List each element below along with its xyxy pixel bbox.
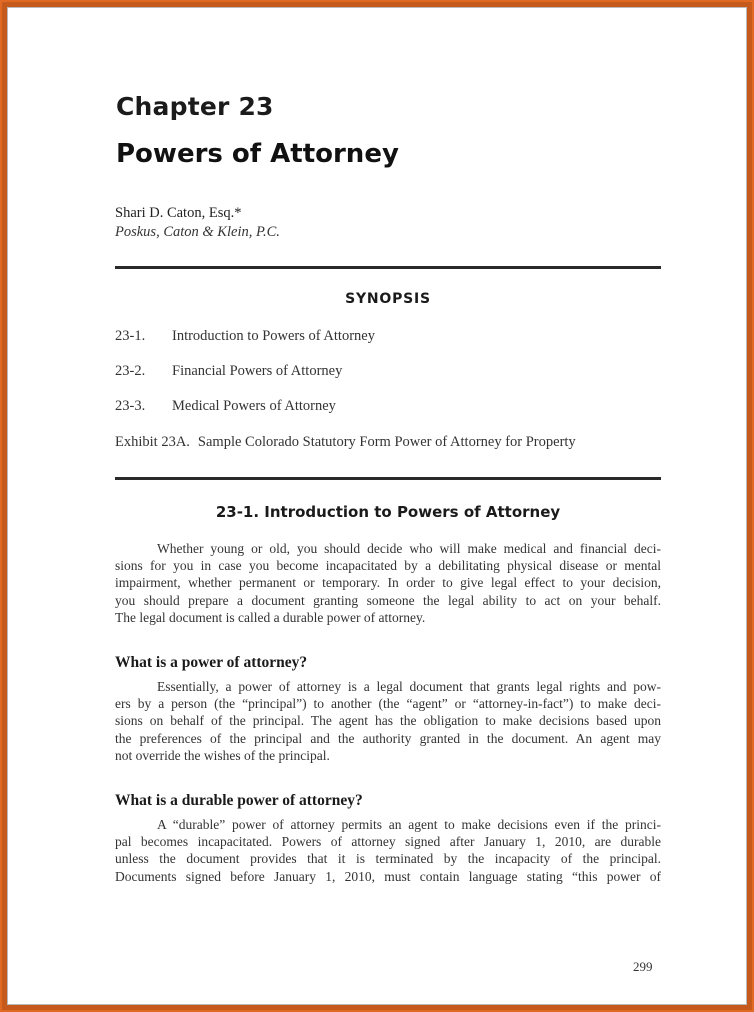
- paragraph-line: you should prepare a document granting someone the legal ability to act on your behalf.: [115, 592, 661, 608]
- paragraph-line: ers by a person (the “principal”) to another (the “agent” or “attorney-in-fact”) to make deci-: [115, 696, 661, 712]
- chapter-label: Chapter 23: [116, 92, 274, 121]
- paragraph-line: not override the wishes of the principal.: [115, 747, 330, 763]
- paragraph-line: A “durable” power of attorney permits an agent to make decisions even if the princi-: [157, 817, 661, 832]
- paragraph-line: the preferences of the principal and the authority granted in the document. An agent may: [115, 730, 661, 746]
- paragraph-line: Documents signed before January 1, 2010, must contain language stating “this power of: [115, 868, 661, 884]
- question-heading-durable-power: What is a durable power of attorney?: [115, 792, 363, 809]
- synopsis-item-number: 23-3.: [115, 398, 146, 414]
- paragraph-line: impairment, whether permanent or temporary. In order to give legal effect to your decision,: [115, 575, 661, 591]
- divider-bottom: [115, 477, 661, 480]
- section-heading: 23-1. Introduction to Powers of Attorney: [215, 503, 561, 521]
- author-name: Shari D. Caton, Esq.*: [115, 205, 242, 221]
- paragraph-line: The legal document is called a durable power of attorney.: [115, 609, 426, 625]
- synopsis-item-title: Medical Powers of Attorney: [172, 398, 336, 414]
- answer-paragraph-power-of-attorney: [115, 678, 661, 764]
- synopsis-item-number: 23-2.: [115, 363, 146, 379]
- synopsis-heading: SYNOPSIS: [345, 291, 431, 307]
- author-firm: Poskus, Caton & Klein, P.C.: [115, 224, 280, 240]
- intro-paragraph: [115, 540, 661, 626]
- synopsis-item[interactable]: [115, 328, 375, 345]
- paragraph-line: Whether young or old, you should decide who will make medical and financial deci-: [157, 541, 661, 556]
- synopsis-item[interactable]: [115, 398, 336, 415]
- synopsis-item-title: Introduction to Powers of Attorney: [172, 328, 375, 344]
- synopsis-exhibit[interactable]: [115, 434, 576, 451]
- paragraph-line: unless the document provides that it is terminated by the incapacity of the principal.: [115, 851, 661, 867]
- document-page: [7, 7, 747, 1005]
- exhibit-label: Exhibit 23A.: [115, 434, 190, 450]
- question-heading-power-of-attorney: What is a power of attorney?: [115, 654, 308, 671]
- paragraph-line: sions on behalf of the principal. The agent has the obligation to make decisions based upon: [115, 713, 661, 729]
- exhibit-title: Sample Colorado Statutory Form Power of Attorney for Property: [197, 434, 576, 450]
- paragraph-line: sions for you in case you become incapacitated by a debilitating physical disease or mental: [115, 558, 661, 574]
- synopsis-item-title: Financial Powers of Attorney: [172, 363, 343, 379]
- paragraph-line: pal becomes incapacitated. Powers of attorney signed after January 1, 2010, are durable: [115, 834, 661, 850]
- synopsis-item-number: 23-1.: [115, 328, 146, 344]
- synopsis-item[interactable]: [115, 363, 342, 380]
- page-number: 299: [633, 959, 653, 974]
- answer-paragraph-durable-power: [115, 816, 661, 885]
- paragraph-line: Essentially, a power of attorney is a legal document that grants legal rights and pow-: [157, 679, 661, 694]
- chapter-title: Powers of Attorney: [116, 139, 399, 169]
- divider-top: [115, 266, 661, 269]
